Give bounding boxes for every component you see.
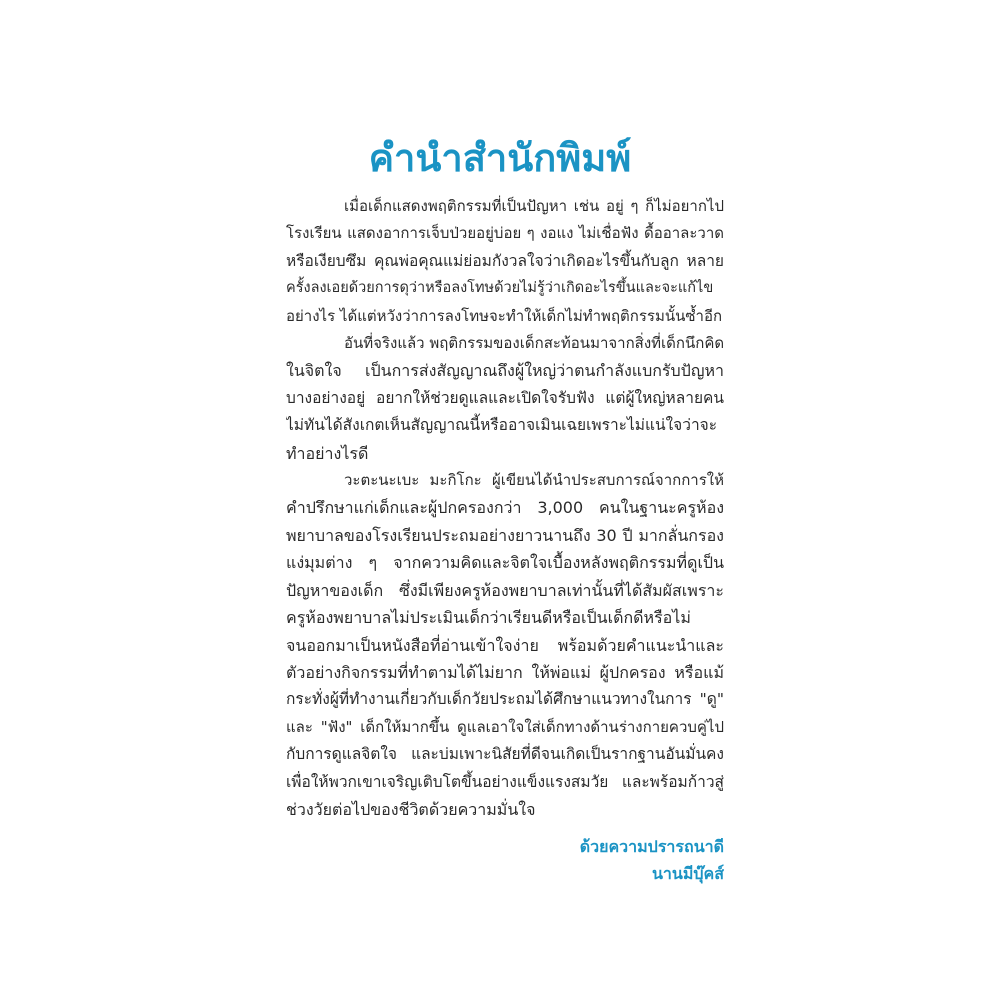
paragraph-2-line-3: บางอย่างอยู่ อยากให้ช่วยดูแลและเปิดใจรับฟัง แต่ผู้ใหญ่หลายคน	[286, 388, 724, 407]
paragraph-3-line-8: ตัวอย่างกิจกรรมที่ทำตามได้ไม่ยาก ให้พ่อแม่ ผู้ปกครอง หรือแม้	[286, 662, 724, 682]
paragraph-1-line-4: ครั้งลงเอยด้วยการดุว่าหรือลงโทษด้วยไม่รู้ว่าเกิดอะไรขึ้นและจะแก้ไข	[286, 280, 714, 297]
paragraph-3-line-4: แง่มุมต่าง ๆ จากความคิดและจิตใจเบื้องหลังพฤติกรรมที่ดูเป็น	[286, 553, 724, 573]
signature-closing: ด้วยความปรารถนาดี	[579, 837, 724, 856]
paragraph-3-line-5: ปัญหาของเด็ก ซึ่งมีเพียงครูห้องพยาบาลเท่านั้นที่ได้สัมผัสเพราะ	[286, 580, 724, 600]
page-title: คำนำสำนักพิมพ์	[368, 136, 632, 180]
paragraph-1-line-2: โรงเรียน แสดงอาการเจ็บป่วยอยู่บ่อย ๆ งอแง ไม่เชื่อฟัง ดื้ออาละวาด	[286, 224, 724, 243]
paragraph-3-line-9: กระทั่งผู้ที่ทำงานเกี่ยวกับเด็กวัยประถมได้ศึกษาแนวทางในการ "ดู"	[286, 690, 724, 709]
paragraph-2-line-5: ทำอย่างไรดี	[286, 443, 369, 463]
paragraph-3-line-13: ช่วงวัยต่อไปของชีวิตด้วยความมั่นใจ	[286, 799, 536, 819]
paragraph-3-line-7: จนออกมาเป็นหนังสือที่อ่านเข้าใจง่าย พร้อมด้วยคำแนะนำและ	[286, 635, 724, 655]
paragraph-1-line-1: เมื่อเด็กแสดงพฤติกรรมที่เป็นปัญหา เช่น อยู่ ๆ ก็ไม่อยากไป	[344, 197, 724, 215]
paragraph-3-line-1: วะตะนะเบะ มะกิโกะ ผู้เขียนได้นำประสบการณ์จากการให้	[344, 471, 724, 490]
paragraph-3-line-12: เพื่อให้พวกเขาเจริญเติบโตขึ้นอย่างแข็งแรงสมวัย และพร้อมก้าวสู่	[286, 772, 724, 791]
signature-publisher: นานมีบุ๊คส์	[651, 864, 724, 883]
paragraph-3-line-11: กับการดูแลจิตใจ และบ่มเพาะนิสัยที่ดีจนเกิดเป็นรากฐานอันมั่นคง	[286, 745, 724, 764]
paragraph-1-line-3: หรือเงียบซึม คุณพ่อคุณแม่ย่อมกังวลใจว่าเกิดอะไรขึ้นกับลูก หลาย	[286, 251, 724, 270]
paragraph-2-line-2: ในจิตใจ เป็นการส่งสัญญาณถึงผู้ใหญ่ว่าตนกำลังแบกรับปัญหา	[286, 361, 724, 381]
paragraph-2-line-4: ไม่ทันได้สังเกตเห็นสัญญาณนี้หรืออาจเมินเฉยเพราะไม่แน่ใจว่าจะ	[286, 416, 718, 435]
preface-body	[286, 193, 724, 823]
paragraph-1-line-5: อย่างไร ได้แต่หวังว่าการลงโทษจะทำให้เด็กไม่ทำพฤติกรรมนั้นซ้ำอีก	[286, 306, 723, 325]
paragraph-3-line-3: พยาบาลของโรงเรียนประถมอย่างยาวนานถึง 30 ปี มากลั่นกรอง	[286, 525, 724, 545]
paragraph-2-line-1: อันที่จริงแล้ว พฤติกรรมของเด็กสะท้อนมาจากสิ่งที่เด็กนึกคิด	[344, 334, 724, 353]
signature-block	[580, 833, 724, 887]
paragraph-3-line-6: ครูห้องพยาบาลไม่ประเมินเด็กว่าเรียนดีหรือเป็นเด็กดีหรือไม่	[286, 608, 691, 628]
paragraph-3-line-2: คำปรึกษาแก่เด็กและผู้ปกครองกว่า 3,000 คนในฐานะครูห้อง	[286, 498, 724, 518]
paragraph-3-line-10: และ "ฟัง" เด็กให้มากขึ้น ดูแลเอาใจใส่เด็กทางด้านร่างกายควบคู่ไป	[286, 717, 724, 736]
